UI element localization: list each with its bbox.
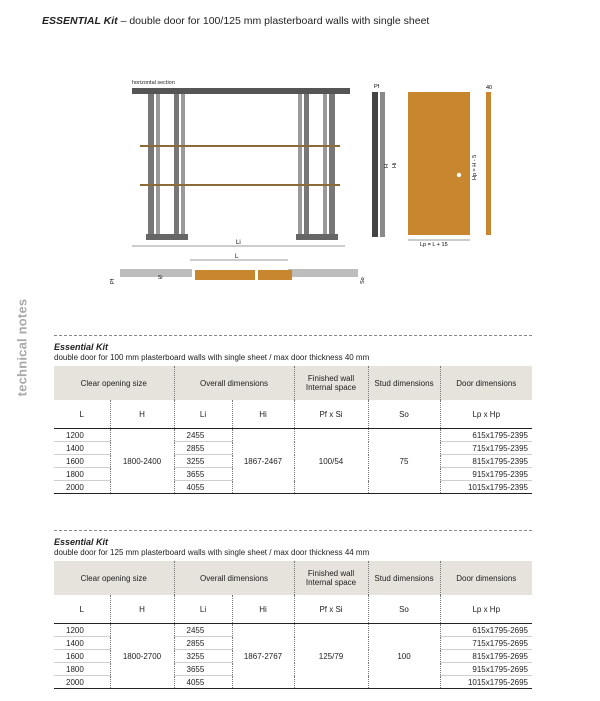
left-stud-4 — [181, 94, 185, 239]
side-label-text: technical notes — [14, 298, 30, 397]
dim-pf-side-label: Pf — [110, 278, 116, 284]
left-stud-2 — [156, 94, 160, 239]
header-overall: Overall dimensions — [174, 366, 294, 400]
header-finished-wall-line1: Finished wall — [307, 569, 355, 578]
cell-li: 3655 — [174, 468, 232, 481]
cell-door: 915x1795-2395 — [440, 468, 532, 481]
header-stud: Stud dimensions — [368, 561, 440, 595]
header-door: Door dimensions — [440, 366, 532, 400]
cell-li: 4055 — [174, 481, 232, 494]
header-finished-wall — [294, 366, 368, 400]
subheader-l: L — [54, 595, 110, 624]
cell-hi-merged: 1867-2467 — [232, 429, 294, 494]
cell-li: 2455 — [174, 624, 232, 637]
subheader-pfsi: Pf x Si — [294, 595, 368, 624]
top-rail — [132, 88, 350, 94]
header-door: Door dimensions — [440, 561, 532, 595]
cell-h-merged: 1800-2700 — [110, 624, 174, 689]
subheader-so: So — [368, 595, 440, 624]
dashed-separator — [54, 335, 532, 336]
dim-lp-label: Lp = L + 15 — [420, 242, 448, 248]
right-door-section — [258, 270, 292, 280]
page-title-rest: – double door for 100/125 mm plasterboard walls with single sheet — [117, 15, 430, 27]
table-title: Essential Kit — [54, 342, 109, 352]
right-stud-4 — [329, 94, 335, 239]
cell-door: 1015x1795-2395 — [440, 481, 532, 494]
dim-pf-top-label: Pf — [374, 84, 380, 90]
cell-l: 2000 — [54, 676, 110, 689]
left-base — [146, 234, 188, 240]
cell-door: 615x1795-2395 — [440, 429, 532, 442]
header-overall: Overall dimensions — [174, 561, 294, 595]
cell-pfsi-merged: 125/79 — [294, 624, 368, 689]
cell-door: 815x1795-2695 — [440, 650, 532, 663]
horizontal-section — [110, 240, 366, 284]
cell-l: 1400 — [54, 442, 110, 455]
subheader-hi: Hi — [232, 595, 294, 624]
right-stud-3 — [323, 94, 327, 239]
subheader-lphp: Lp x Hp — [472, 604, 501, 614]
door-handle-icon — [457, 173, 461, 177]
cell-li: 2455 — [174, 429, 232, 442]
technical-diagram — [0, 0, 600, 300]
cell-l: 1800 — [54, 468, 110, 481]
right-base — [296, 234, 338, 240]
cell-pfsi-merged: 100/54 — [294, 429, 368, 494]
cell-li: 2855 — [174, 442, 232, 455]
table-section-1 — [54, 335, 532, 494]
dim-hp-label: Hp = H - 5 — [472, 154, 478, 180]
side-profile-left — [372, 92, 378, 237]
left-door-section — [195, 270, 255, 280]
subheader-li: Li — [174, 595, 232, 624]
cell-l: 2000 — [54, 481, 110, 494]
side-view — [372, 84, 398, 237]
subheader-h: H — [110, 595, 174, 624]
subheader-so: So — [368, 400, 440, 429]
subheader-h: H — [110, 400, 174, 429]
right-stud-2 — [304, 94, 309, 239]
cell-door: 1015x1795-2695 — [440, 676, 532, 689]
cell-door: 715x1795-2695 — [440, 637, 532, 650]
cell-li: 3255 — [174, 650, 232, 663]
subheader-lphp: Lp x Hp — [472, 409, 501, 419]
cell-l: 1200 — [54, 429, 110, 442]
dim-so-label: So — [360, 277, 366, 284]
page-title-kit: ESSENTIAL Kit — [42, 15, 118, 27]
dim-si-label: Si — [158, 275, 163, 281]
subheader-hi: Hi — [232, 400, 294, 429]
cell-door: 715x1795-2395 — [440, 442, 532, 455]
header-stud: Stud dimensions — [368, 366, 440, 400]
subheader-l: L — [54, 400, 110, 429]
left-stud-3 — [174, 94, 179, 239]
door-panel-view — [408, 85, 492, 248]
cell-l: 1400 — [54, 637, 110, 650]
dashed-separator — [54, 530, 532, 531]
cell-li: 2855 — [174, 637, 232, 650]
table-row — [54, 624, 532, 637]
header-internal-space: Internal space — [305, 383, 357, 392]
table-subtitle: double door for 125 mm plasterboard walls with single sheet / max door thickness 44 mm — [54, 548, 370, 557]
header-finished-wall — [294, 561, 368, 595]
cell-door: 915x1795-2695 — [440, 663, 532, 676]
subheader-pfsi: Pf x Si — [294, 400, 368, 429]
door-edge — [486, 92, 491, 235]
dim-hi-label: Hi — [392, 162, 398, 168]
side-label — [2, 298, 30, 400]
cell-li: 4055 — [174, 676, 232, 689]
cell-li: 3255 — [174, 455, 232, 468]
door-panel — [408, 92, 470, 235]
dim-40-label: 40 — [486, 85, 493, 91]
header-clear-opening: Clear opening size — [54, 561, 174, 595]
dim-h-label: H — [384, 164, 390, 168]
front-view — [132, 88, 350, 240]
table-title: Essential Kit — [54, 537, 109, 547]
cell-li: 3655 — [174, 663, 232, 676]
cell-l: 1800 — [54, 663, 110, 676]
header-finished-wall-line1: Finished wall — [307, 374, 355, 383]
left-pocket — [120, 269, 192, 277]
cell-door: 615x1795-2695 — [440, 624, 532, 637]
dim-l-label: L — [235, 254, 239, 260]
cell-so-merged: 75 — [368, 429, 440, 494]
right-pocket — [288, 269, 358, 277]
subheader-li: Li — [174, 400, 232, 429]
spec-table — [54, 366, 532, 494]
table-subtitle: double door for 100 mm plasterboard walls with single sheet / max door thickness 40 mm — [54, 353, 370, 362]
cell-hi-merged: 1867-2767 — [232, 624, 294, 689]
dim-li-label: Li — [236, 240, 241, 246]
cell-so-merged: 100 — [368, 624, 440, 689]
left-stud-1 — [148, 94, 154, 239]
section-label: horizontal section — [132, 80, 175, 86]
cell-l: 1600 — [54, 455, 110, 468]
right-stud-1 — [298, 94, 302, 239]
cell-door: 815x1795-2395 — [440, 455, 532, 468]
cell-l: 1600 — [54, 650, 110, 663]
table-section-2 — [54, 530, 532, 689]
spec-table — [54, 561, 532, 689]
table-row — [54, 429, 532, 442]
cell-l: 1200 — [54, 624, 110, 637]
header-clear-opening: Clear opening size — [54, 366, 174, 400]
cell-h-merged: 1800-2400 — [110, 429, 174, 494]
header-internal-space: Internal space — [305, 578, 357, 587]
